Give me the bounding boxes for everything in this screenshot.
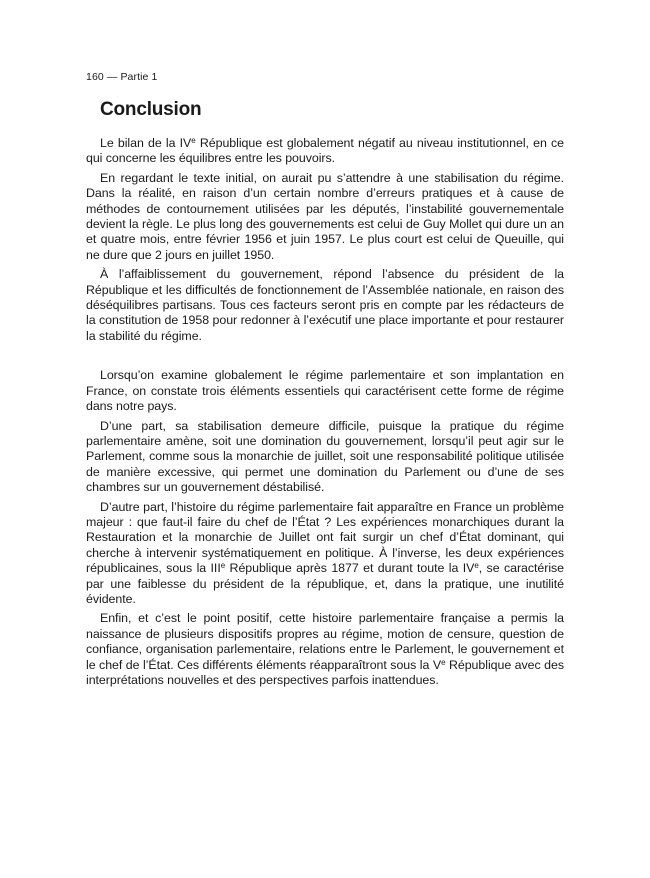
paragraph: D’une part, sa stabilisation demeure difficile, puisque la pratique du régime parlementaire amène, soit une domination du gouvernement, lorsqu’il peut agir sur le Parlement, comme sous la monarchie de juillet, soit une responsabilité politique utilisée de manière excessive, qui permet une domination du Parlement ou d’une de ses chambres sur un gouvernement déstabilisé. [86,418,564,495]
paragraph: À l’affaiblissement du gouvernement, répond l’absence du président de la République et les difficultés de fonctionnement de l’Assemblée nationale, en raison des déséquilibres partisans. Tous ces facteurs seront pris en compte par les rédacteurs de la constitution de 1958 pour redonner à l’exécutif une place importante et pour restaurer la stabilité du régime. [86,267,564,343]
running-head: 160 — Partie 1 [86,71,158,83]
paragraph-text: Le bilan de la IV [100,136,192,150]
paragraph-text: Enfin, et c’est le point positif, cette histoire parlementaire française a permis la naissance de plusieurs dispositifs propres au régime, motion de censure, question de confiance, organisation parlementaire, relations entre le Parlement, le gouvernement et le chef de l’État. Ces différents éléments réapparaîtront sous la V [86,611,564,672]
paragraph [86,500,564,608]
superscript: e [474,561,479,571]
section-title: Conclusion [100,99,202,120]
paragraph-text: République avec des interprétations nouvelles et des perspectives parfois inattendues. [86,657,564,687]
paragraph: Lorsqu’on examine globalement le régime parlementaire et son implantation en France, on constate trois éléments essentiels qui caractérisent cette forme de régime dans notre pays. [86,368,564,414]
paragraph [86,136,564,167]
superscript: e [220,561,226,571]
page-content [86,70,564,692]
paragraph-text: République après 1877 et durant toute la IV [225,561,475,576]
paragraph-text: , se caractérise par une faiblesse du président de la république, et, dans la pratique, une inutilité évidente. [86,561,565,606]
paragraph [86,611,564,688]
paragraph-text: D’autre part, l’histoire du régime parlementaire fait apparaître en France un problème majeur : que faut-il faire du chef de l’État ? Les expériences monarchiques durant la Restauration et la monarchie de Juillet ont fait surgir un chef d’État dominant, qui cherche à intervenir systématiquement en politique. À l’inverse, les deux expériences républicaines, sous la III [86,499,564,576]
section-separator [86,348,564,368]
paragraph: En regardant le texte initial, on aurait pu s’attendre à une stabilisation du régime. Dans la réalité, en raison d’un certain nombre d’erreurs pratiques et à cause de méthodes de contournement utilisées par les députés, l’instabilité gouvernementale devient la règle. Le plus long des gouvernements est celui de Guy Mollet qui dure un an et quatre mois, entre février 1956 et juin 1957. Le plus court est celui de Queuille, qui ne dure que 2 jours en juillet 1950. [86,170,564,262]
paragraph-text: République est globalement négatif au niveau institutionnel, en ce qui concerne les équilibres entre les pouvoirs. [86,136,564,166]
superscript: e [191,136,196,145]
superscript: e [441,657,446,667]
